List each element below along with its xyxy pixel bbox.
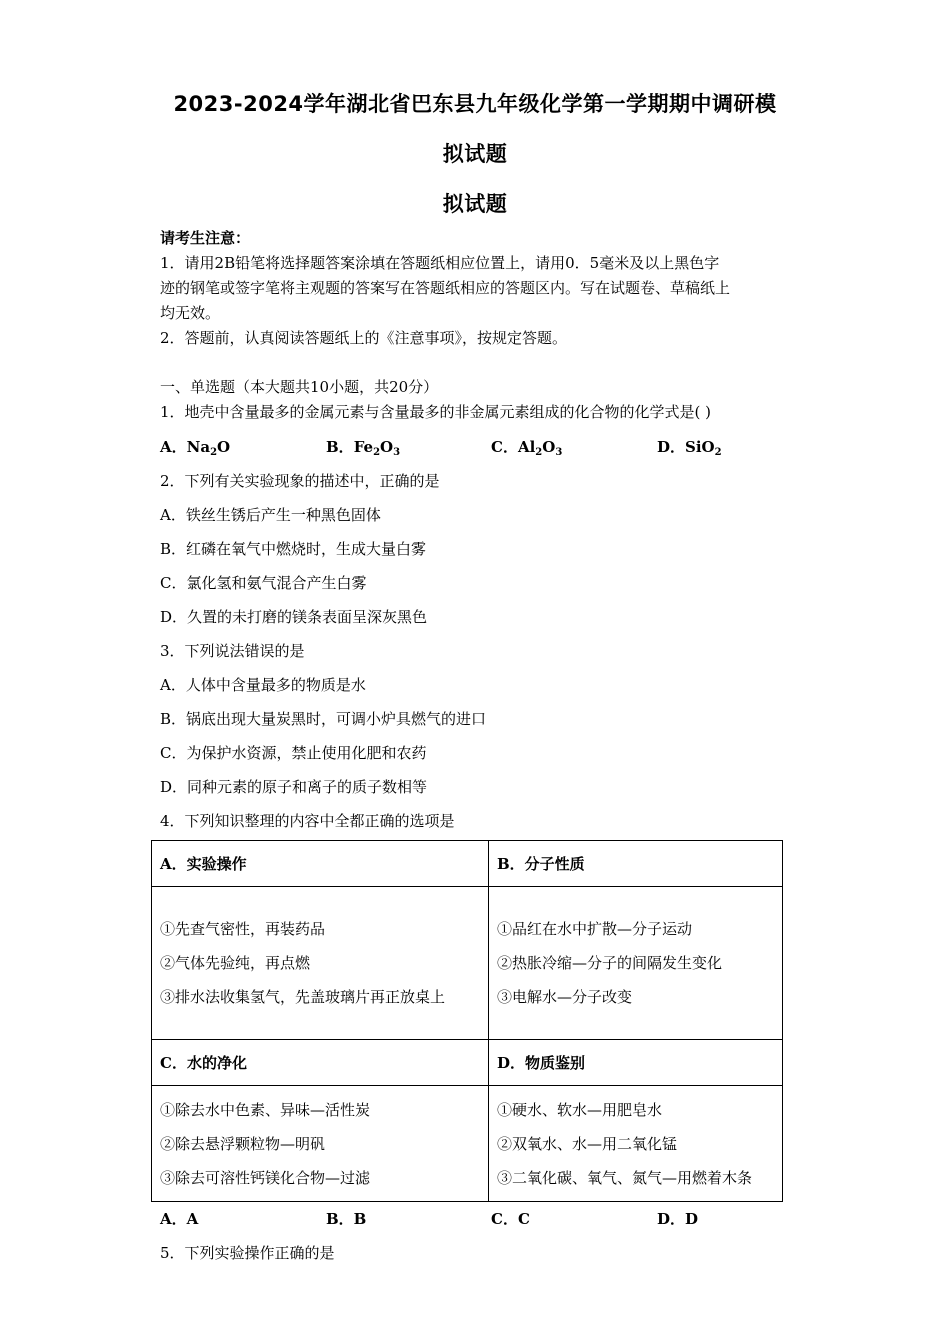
notice-item-2: 2．答题前，认真阅读答题纸上的《注意事项》，按规定答题。 xyxy=(160,329,568,347)
exam-title-line-1: 2023-2024学年湖北省巴东县九年级化学第一学期期中调研模 xyxy=(173,92,777,116)
question-2-option-c: C．氯化氢和氨气混合产生白雾 xyxy=(160,574,367,592)
table-cell-d-item-3: ③二氧化碳、氧气、氮气—用燃着木条 xyxy=(497,1168,753,1187)
question-3-option-d: D．同种元素的原子和离子的质子数相等 xyxy=(160,778,428,796)
question-4-option-c: C．C xyxy=(491,1210,530,1228)
question-2-option-d: D．久置的未打磨的镁条表面呈深灰黑色 xyxy=(160,608,428,626)
table-cell-d-item-1: ①硬水、软水—用肥皂水 xyxy=(497,1100,663,1119)
question-4-option-d: D．D xyxy=(657,1210,699,1228)
table-cell-b-item-1: ①品红在水中扩散—分子运动 xyxy=(497,920,693,938)
table-cell-a-item-1: ①先查气密性，再装药品 xyxy=(160,920,326,938)
section-heading: 一、单选题（本大题共10小题，共20分） xyxy=(160,378,439,396)
knowledge-table xyxy=(151,840,783,1202)
table-cell-c-item-3: ③除去可溶性钙镁化合物—过滤 xyxy=(160,1168,371,1187)
table-cell-b-heading: B．分子性质 xyxy=(489,841,783,887)
question-2-stem: 2．下列有关实验现象的描述中，正确的是 xyxy=(160,472,440,490)
table-cell-b-item-3: ③电解水—分子改变 xyxy=(497,988,633,1006)
question-1-option-c: C．$Al_2O_3$ xyxy=(491,438,563,458)
question-1-stem: 1．地壳中含量最多的金属元素与含量最多的非金属元素组成的化合物的化学式是( ) xyxy=(160,403,712,421)
question-3-option-a: A．人体中含量最多的物质是水 xyxy=(160,676,366,694)
question-1-option-b: B．$Fe_2O_3$ xyxy=(326,438,401,458)
question-2-option-a: A．铁丝生锈后产生一种黑色固体 xyxy=(160,506,381,524)
exam-title-line-2: 拟试题 xyxy=(442,142,508,166)
table-cell-b-body xyxy=(489,887,783,1040)
question-5-stem: 5．下列实验操作正确的是 xyxy=(160,1244,335,1262)
table-cell-b-item-2: ②热胀冷缩—分子的间隔发生变化 xyxy=(497,954,723,972)
table-cell-c-item-1: ①除去水中色素、异味—活性炭 xyxy=(160,1100,371,1119)
question-1-option-d: D．SiO$_2$ xyxy=(657,438,722,458)
question-1-option-a: A．$Na_2O$ xyxy=(160,438,231,458)
question-4-option-a: A．A xyxy=(160,1210,199,1228)
table-cell-c-item-2: ②除去悬浮颗粒物—明矾 xyxy=(160,1134,326,1153)
notice-item-1-line-2: 迹的钢笔或签字笔将主观题的答案写在答题纸相应的答题区内。写在试题卷、草稿纸上 xyxy=(160,279,731,297)
notice-item-1-line-3: 均无效。 xyxy=(160,304,221,322)
table-cell-d-item-2: ②双氧水、水—用二氧化锰 xyxy=(497,1134,678,1153)
question-3-option-c: C．为保护水资源，禁止使用化肥和农药 xyxy=(160,744,427,762)
notice-heading: 请考生注意： xyxy=(160,229,251,247)
question-3-stem: 3．下列说法错误的是 xyxy=(160,642,305,660)
question-3-option-b: B．锅底出现大量炭黑时，可调小炉具燃气的进口 xyxy=(160,710,487,728)
question-4-stem: 4．下列知识整理的内容中全都正确的选项是 xyxy=(160,812,455,830)
question-2-option-b: B．红磷在氧气中燃烧时，生成大量白雾 xyxy=(160,540,427,558)
question-4-option-b: B．B xyxy=(326,1210,367,1228)
table-cell-c-body xyxy=(152,1086,489,1202)
notice-item-1-line-1: 1．请用2B铅笔将选择题答案涂填在答题纸相应位置上，请用0．5毫米及以上黑色字 xyxy=(160,254,720,272)
exam-title-line-3: 拟试题 xyxy=(442,192,508,216)
table-cell-a-heading: A．实验操作 xyxy=(152,841,489,887)
table-cell-d-body xyxy=(489,1086,783,1202)
table-cell-a-item-2: ②气体先验纯，再点燃 xyxy=(160,954,311,972)
table-cell-a-body xyxy=(152,887,489,1040)
table-cell-d-heading: D．物质鉴别 xyxy=(489,1040,783,1086)
table-cell-a-item-3: ③排水法收集氢气，先盖玻璃片再正放桌上 xyxy=(160,988,446,1006)
table-cell-c-heading: C．水的净化 xyxy=(152,1040,489,1086)
